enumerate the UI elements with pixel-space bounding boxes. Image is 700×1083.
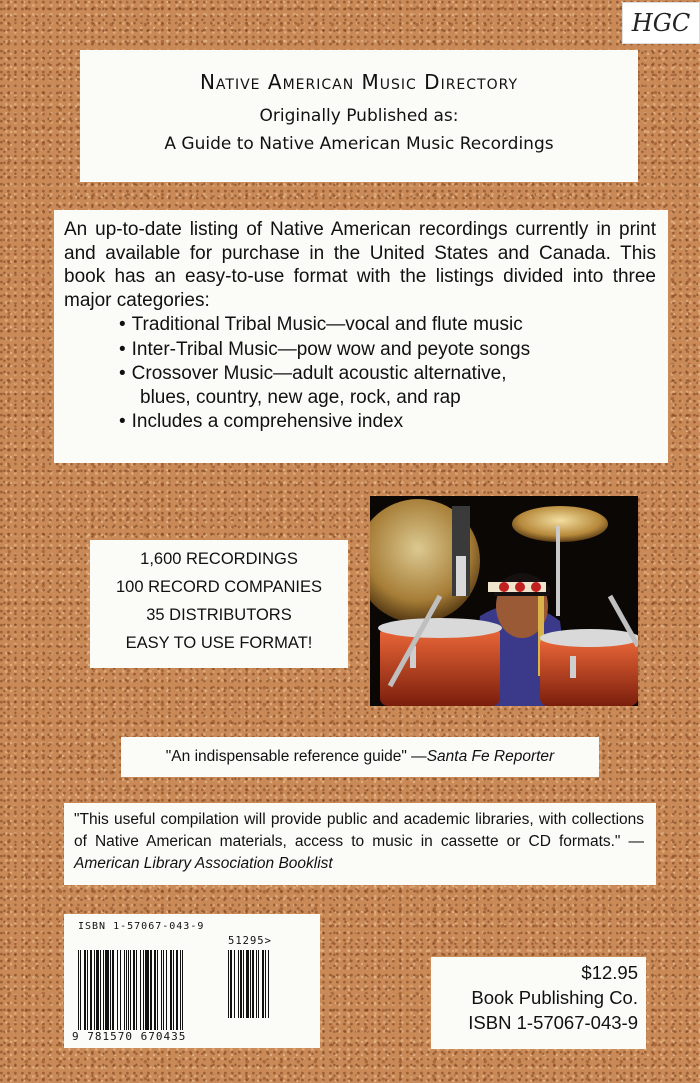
stat-record-companies: 100 RECORD COMPANIES — [116, 578, 322, 596]
bullet-icon: • — [119, 363, 126, 384]
bullet-icon: • — [119, 338, 126, 360]
bullet-icon: • — [119, 314, 126, 335]
book-title: Native American Music Directory — [199, 70, 519, 94]
list-item — [119, 410, 656, 434]
stat-distributors: 35 DISTRIBUTORS — [146, 606, 292, 624]
barcode-digits: 9 781570 670435 — [72, 1030, 187, 1043]
long-review-quote — [64, 803, 656, 885]
quote-text: "An indispensable reference guide" — — [165, 748, 427, 765]
quote-source: American Library Association Booklist — [74, 855, 333, 872]
barcode-addon-number: 51295> — [228, 935, 272, 947]
quote-text: "This useful compilation will provide public and academic libraries, with collections of Native American materials, access to music in cassette or CD formats." — — [74, 811, 644, 850]
list-item-text: Traditional Tribal Music—vocal and flute music — [131, 314, 523, 335]
barcode-addon-bars — [228, 950, 292, 1018]
drummer-photo — [370, 496, 638, 706]
barcode-bars — [78, 950, 224, 1030]
publisher: Book Publishing Co. — [471, 987, 638, 1008]
bullet-icon: • — [119, 411, 126, 432]
stat-recordings: 1,600 RECORDINGS — [140, 550, 298, 568]
isbn-text: ISBN 1-57067-043-9 — [468, 1012, 638, 1033]
barcode-panel — [64, 914, 320, 1048]
price: $12.95 — [581, 962, 638, 983]
drummer-illustration — [370, 496, 638, 706]
list-item — [119, 338, 656, 362]
barcode-isbn-label: ISBN 1-57067-043-9 — [78, 921, 205, 932]
stat-format: EASY TO USE FORMAT! — [125, 634, 313, 652]
price-panel — [431, 957, 646, 1049]
list-item-text: Includes a comprehensive index — [131, 411, 404, 432]
original-label: Originally Published as: — [259, 106, 459, 126]
list-item-text: Inter-Tribal Music—pow wow and peyote songs — [131, 338, 531, 360]
handwritten-note: HGC — [622, 2, 700, 44]
list-item-continuation: blues, country, new age, rock, and rap — [140, 386, 461, 408]
category-list — [64, 313, 656, 434]
title-panel — [80, 50, 638, 182]
list-item — [119, 362, 656, 409]
quote-source: Santa Fe Reporter — [426, 748, 555, 765]
stats-panel — [90, 540, 348, 668]
description-intro: An up-to-date listing of Native American recordings currently in print and available for purchase in the United States and Canada. This book has an easy-to-use format with the listings divided into three major categories: — [64, 219, 656, 311]
original-title: A Guide to Native American Music Recordings — [164, 134, 554, 154]
list-item-text: Crossover Music—adult acoustic alternative, — [131, 363, 507, 384]
short-review-quote — [121, 737, 599, 777]
description-panel — [54, 210, 668, 463]
list-item — [119, 313, 656, 337]
